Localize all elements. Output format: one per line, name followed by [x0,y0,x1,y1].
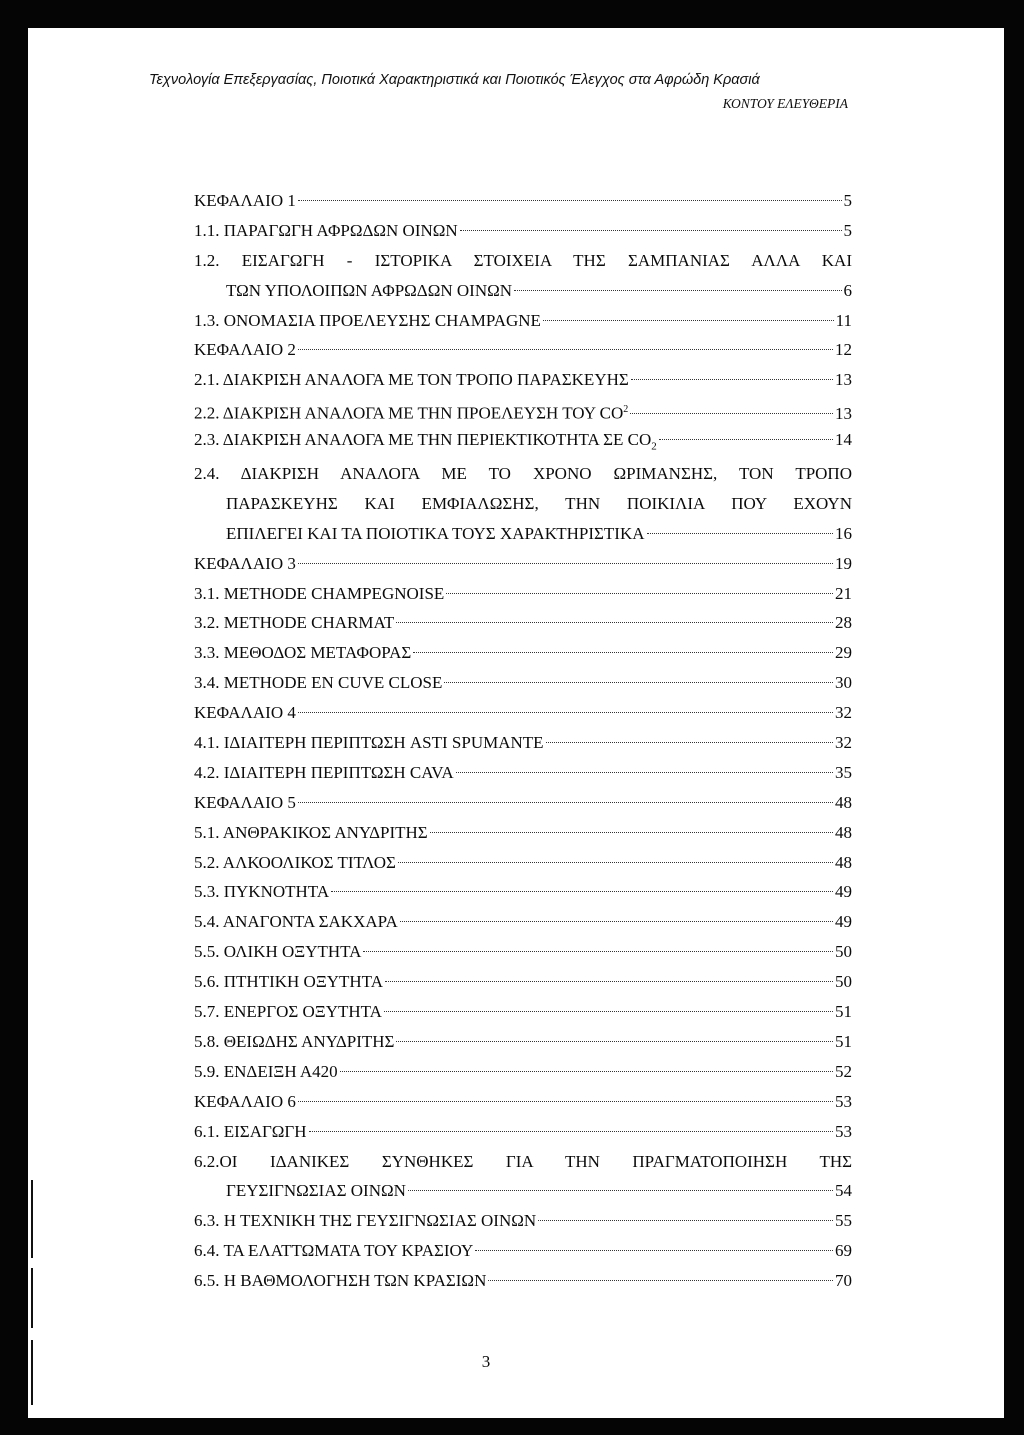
toc-entry: 6.5. Η ΒΑΘΜΟΛΟΓΗΣΗ ΤΩΝ ΚΡΑΣΙΩΝ 70 [194,1271,852,1291]
running-header-title: Τεχνολογία Επεξεργασίας, Ποιοτικά Χαρακτηριστικά και Ποιοτικός Έλεγχος στα Αφρώδη Κρασιά [149,72,760,88]
toc-entry: 5.1. ΑΝΘΡΑΚΙΚΟΣ ΑΝΥΔΡΙΤΗΣ 48 [194,822,852,842]
toc-entry: 6.1. ΕΙΣΑΓΩΓΗ 53 [194,1121,852,1141]
toc-entry: 6.3. Η ΤΕΧΝΙΚΗ ΤΗΣ ΓΕΥΣΙΓΝΩΣΙΑΣ ΟΙΝΩΝ 55 [194,1211,852,1231]
toc-entry: 3.2. METHODE CHARMAT 28 [194,613,852,633]
toc-entry: 3.3. ΜΕΘΟΔΟΣ ΜΕΤΑΦΟΡΑΣ 29 [194,643,852,663]
toc-entry: 5.8. ΘΕΙΩΔΗΣ ΑΝΥΔΡΙΤΗΣ 51 [194,1031,852,1051]
table-of-contents [194,186,852,1296]
toc-entry: ΚΕΦΑΛΑΙΟ 1 5 [194,191,852,210]
toc-entry-line: ΠΑΡΑΣΚΕΥΗΣ ΚΑΙ ΕΜΦΙΑΛΩΣΗΣ, ΤΗΝ ΠΟΙΚΙΛΙΑ ΠΟΥ ΕΧΟΥΝ [226,493,852,513]
toc-entry: 4.2. ΙΔΙΑΙΤΕΡΗ ΠΕΡΙΠΤΩΣΗ CAVA 35 [194,762,852,782]
toc-entry: 3.4. METHODE EN CUVE CLOSE 30 [194,673,852,693]
toc-entry: ΤΩΝ ΥΠΟΛΟΙΠΩΝ ΑΦΡΩΔΩΝ ΟΙΝΩΝ 6 [226,280,852,300]
toc-entry: 1.3. ΟΝΟΜΑΣΙΑ ΠΡΟΕΛΕΥΣΗΣ CHAMPAGNE 11 [194,310,852,330]
toc-entry: 2.2. ΔΙΑΚΡΙΣΗ ΑΝΑΛΟΓΑ ΜΕ ΤΗΝ ΠΡΟΕΛΕΥΣΗ ΤΟΥ $CO^2$ 13 [194,403,852,423]
toc-entry: 5.3. ΠΥΚΝΟΤΗΤΑ 49 [194,882,852,902]
toc-entry-line: 1.2. ΕΙΣΑΓΩΓΗ - ΙΣΤΟΡΙΚΑ ΣΤΟΙΧΕΙΑ ΤΗΣ ΣΑΜΠΑΝΙΑΣ ΑΛΛΑ ΚΑΙ [194,250,852,270]
margin-line [31,1268,33,1328]
toc-entry: 5.5. ΟΛΙΚΗ ΟΞΥΤΗΤΑ 50 [194,942,852,962]
toc-entry: 6.4. ΤΑ ΕΛΑΤΤΩΜΑΤΑ ΤΟΥ ΚΡΑΣΙΟΥ 69 [194,1241,852,1261]
toc-entry: 2.3. ΔΙΑΚΡΙΣΗ ΑΝΑΛΟΓΑ ΜΕ ΤΗΝ ΠΕΡΙΕΚΤΙΚΟΤΗΤΑ ΣΕ $CO_2$ 14 [194,430,852,453]
toc-entry: ΚΕΦΑΛΑΙΟ 4 32 [194,703,852,723]
toc-entry: ΚΕΦΑΛΑΙΟ 3 19 [194,553,852,573]
toc-entry: 5.9. ΕΝΔΕΙΞΗ Α420 52 [194,1061,852,1081]
toc-entry: 5.2. ΑΛΚΟΟΛΙΚΟΣ ΤΙΤΛΟΣ 48 [194,852,852,872]
toc-entry: 4.1. ΙΔΙΑΙΤΕΡΗ ΠΕΡΙΠΤΩΣΗ ASTI SPUMANTE 32 [194,733,852,753]
toc-entry-line: 6.2.ΟΙ ΙΔΑΝΙΚΕΣ ΣΥΝΘΗΚΕΣ ΓΙΑ ΤΗΝ ΠΡΑΓΜΑΤΟΠΟΙΗΣΗ ΤΗΣ [194,1151,852,1171]
toc-entry: ΚΕΦΑΛΑΙΟ 5 48 [194,792,852,812]
toc-entry: 5.7. ΕΝΕΡΓΟΣ ΟΞΥΤΗΤΑ 51 [194,1002,852,1022]
toc-entry: 5.6. ΠΤΗΤΙΚΗ ΟΞΥΤΗΤΑ 50 [194,972,852,992]
toc-entry: ΓΕΥΣΙΓΝΩΣΙΑΣ ΟΙΝΩΝ 54 [226,1181,852,1201]
toc-entry: ΚΕΦΑΛΑΙΟ 2 12 [194,340,852,360]
toc-entry: 3.1. METHODE CHAMPEGNOISE 21 [194,583,852,603]
toc-entry-line: 2.4. ΔΙΑΚΡΙΣΗ ΑΝΑΛΟΓΑ ΜΕ ΤΟ ΧΡΟΝΟ ΩΡΙΜΑΝΣΗΣ, ΤΟΝ ΤΡΟΠΟ [194,464,852,484]
toc-entry: ΕΠΙΛΕΓΕΙ ΚΑΙ ΤΑ ΠΟΙΟΤΙΚΑ ΤΟΥΣ ΧΑΡΑΚΤΗΡΙΣΤΙΚΑ 16 [226,523,852,543]
toc-entry: 1.1. ΠΑΡΑΓΩΓΗ ΑΦΡΩΔΩΝ ΟΙΝΩΝ 5 [194,220,852,240]
margin-line [31,1340,33,1405]
margin-line [31,1180,33,1258]
document-page [28,28,1004,1418]
toc-entry: 2.1. ΔΙΑΚΡΙΣΗ ΑΝΑΛΟΓΑ ΜΕ ΤΟΝ ΤΡΟΠΟ ΠΑΡΑΣΚΕΥΗΣ 13 [194,370,852,390]
toc-entry: 5.4. ΑΝΑΓΟΝΤΑ ΣΑΚΧΑΡΑ 49 [194,912,852,932]
page-number: 3 [481,1352,491,1371]
running-header-author: ΚΟΝΤΟΥ ΕΛΕΥΘΕΡΙΑ [722,96,848,111]
toc-entry: ΚΕΦΑΛΑΙΟ 6 53 [194,1091,852,1111]
